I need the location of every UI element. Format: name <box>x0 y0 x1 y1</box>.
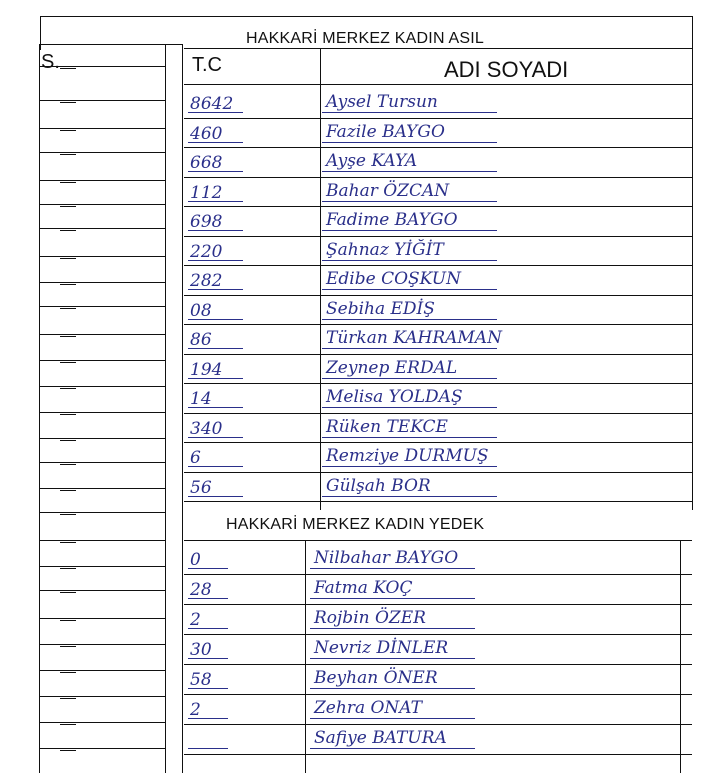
grid-line <box>184 501 692 502</box>
tick-mark <box>60 620 76 621</box>
underline <box>322 142 497 143</box>
asil-name-cell: Ayşe KAYA <box>326 151 418 171</box>
underline <box>188 171 243 172</box>
asil-tc-cell: 112 <box>190 182 223 203</box>
underline <box>188 348 243 349</box>
grid-line <box>184 354 692 355</box>
grid-line <box>40 306 166 307</box>
grid-line <box>184 754 692 755</box>
asil-name-cell: Fadime BAYGO <box>326 210 458 230</box>
grid-line <box>40 204 166 205</box>
grid-line <box>184 177 692 178</box>
tick-mark <box>60 646 76 647</box>
asil-tc-cell: 220 <box>190 241 223 262</box>
asil-tc-cell: 340 <box>190 418 223 439</box>
asil-name-cell: Bahar ÖZCAN <box>326 180 450 201</box>
underline <box>188 260 243 261</box>
grid-line <box>184 413 692 414</box>
tick-mark <box>60 336 76 337</box>
underline <box>188 628 228 629</box>
grid-line <box>40 540 166 541</box>
underline <box>322 230 497 231</box>
grid-line <box>40 412 166 413</box>
tick-mark <box>60 308 76 309</box>
underline <box>188 378 243 379</box>
grid-line <box>40 16 41 50</box>
grid-line <box>40 100 166 101</box>
asil-tc-cell: 194 <box>190 359 223 380</box>
tick-mark <box>60 258 76 259</box>
grid-line <box>40 722 166 723</box>
tick-mark <box>60 182 76 183</box>
grid-line <box>40 748 166 749</box>
grid-line <box>184 634 692 635</box>
underline <box>322 201 497 202</box>
underline <box>188 112 243 113</box>
grid-line <box>40 334 166 335</box>
yedek-name-cell: Nevriz DİNLER <box>314 638 449 658</box>
asil-name-cell: Gülşah BOR <box>326 475 431 496</box>
yedek-tc-cell: 28 <box>190 580 212 600</box>
underline <box>188 568 228 569</box>
grid-line <box>680 540 681 773</box>
grid-line <box>40 696 166 697</box>
yedek-name-cell: Zehra ONAT <box>314 698 422 718</box>
asil-tc-cell: 698 <box>190 212 223 232</box>
asil-name-cell: Fazile BAYGO <box>326 121 445 142</box>
yedek-title: HAKKARİ MERKEZ KADIN YEDEK <box>226 516 485 533</box>
grid-line <box>184 574 692 575</box>
asil-name-cell: Aysel Tursun <box>326 92 438 112</box>
underline <box>310 748 475 749</box>
grid-line <box>40 152 166 153</box>
underline <box>188 201 243 202</box>
underline <box>188 407 243 408</box>
underline <box>188 289 243 290</box>
grid-line <box>40 228 166 229</box>
grid-line <box>40 386 166 387</box>
tick-mark <box>60 514 76 515</box>
asil-tc-cell: 86 <box>190 330 212 350</box>
tick-mark <box>60 154 76 155</box>
tick-mark <box>60 672 76 673</box>
yedek-tc-cell: 58 <box>190 670 212 690</box>
grid-line <box>184 265 692 266</box>
underline <box>322 112 497 113</box>
underline <box>188 688 228 689</box>
grid-line <box>40 16 692 17</box>
tick-mark <box>60 724 76 725</box>
grid-line <box>40 512 166 513</box>
grid-line <box>40 128 166 129</box>
underline <box>188 748 228 749</box>
asil-tc-cell: 56 <box>190 477 212 498</box>
tick-mark <box>60 464 76 465</box>
underline <box>322 407 497 408</box>
grid-line <box>184 604 692 605</box>
grid-line <box>39 44 40 773</box>
tick-mark <box>60 130 76 131</box>
tick-mark <box>60 698 76 699</box>
underline <box>188 466 243 467</box>
column-header-name: ADI SOYADI <box>444 57 569 82</box>
tick-mark <box>60 592 76 593</box>
grid-line <box>40 670 166 671</box>
underline <box>322 348 497 349</box>
asil-title: HAKKARİ MERKEZ KADIN ASIL <box>246 30 484 47</box>
underline <box>188 319 243 320</box>
underline <box>322 260 497 261</box>
asil-name-cell: Remziye DURMUŞ <box>326 446 489 466</box>
underline <box>322 289 497 290</box>
asil-name-cell: Zeynep ERDAL <box>326 357 458 378</box>
grid-line <box>320 84 321 510</box>
yedek-name-cell: Safiye BATURA <box>314 728 447 748</box>
grid-line <box>184 442 692 443</box>
grid-line <box>184 84 692 85</box>
grid-line <box>40 462 166 463</box>
yedek-tc-cell: 0 <box>190 550 201 570</box>
grid-line <box>184 664 692 665</box>
grid-line <box>40 44 182 45</box>
asil-tc-cell: 14 <box>190 389 212 409</box>
asil-name-cell: Sebiha EDİŞ <box>326 298 435 319</box>
underline <box>322 319 497 320</box>
yedek-name-cell: Beyhan ÖNER <box>314 668 438 688</box>
tick-mark <box>60 284 76 285</box>
yedek-name-cell: Nilbahar BAYGO <box>314 548 459 568</box>
underline <box>310 628 475 629</box>
grid-line <box>305 540 306 773</box>
asil-tc-cell: 460 <box>190 123 223 144</box>
yedek-tc-cell: 30 <box>190 640 212 660</box>
asil-name-cell: Edibe COŞKUN <box>326 269 461 289</box>
asil-name-cell: Şahnaz YİĞİT <box>326 239 444 260</box>
underline <box>188 437 243 438</box>
underline <box>188 658 228 659</box>
grid-line <box>40 180 166 181</box>
grid-line <box>40 644 166 645</box>
underline <box>322 378 497 379</box>
asil-tc-cell: 8642 <box>190 94 234 114</box>
tick-mark <box>60 206 76 207</box>
tick-mark <box>60 230 76 231</box>
tick-mark <box>60 102 76 103</box>
underline <box>322 466 497 467</box>
tick-mark <box>60 68 76 69</box>
column-header-tc: T.C <box>192 54 222 76</box>
underline <box>310 568 475 569</box>
underline <box>188 598 228 599</box>
underline <box>188 496 243 497</box>
column-header-s: S. <box>41 51 60 73</box>
tick-mark <box>60 490 76 491</box>
grid-line <box>40 438 166 439</box>
underline <box>310 688 475 689</box>
grid-line <box>40 360 166 361</box>
underline <box>188 718 228 719</box>
underline <box>310 598 475 599</box>
grid-line <box>184 324 692 325</box>
tick-mark <box>60 542 76 543</box>
underline <box>322 496 497 497</box>
grid-line <box>692 16 693 510</box>
tick-mark <box>60 362 76 363</box>
grid-line <box>320 48 321 95</box>
grid-line <box>40 618 166 619</box>
underline <box>310 718 475 719</box>
grid-line <box>184 383 692 384</box>
grid-line <box>184 118 692 119</box>
yedek-name-cell: Fatma KOÇ <box>314 578 413 598</box>
grid-line <box>184 147 692 148</box>
grid-line <box>182 44 183 773</box>
asil-name-cell: Rüken TEKCE <box>326 416 448 437</box>
underline <box>188 230 243 231</box>
asil-tc-cell: 282 <box>190 271 223 291</box>
grid-line <box>184 540 692 541</box>
yedek-name-cell: Rojbin ÖZER <box>314 608 426 628</box>
grid-line <box>184 206 692 207</box>
tick-mark <box>60 568 76 569</box>
tick-mark <box>60 414 76 415</box>
asil-name-cell: Melisa YOLDAŞ <box>326 387 463 407</box>
grid-line <box>40 282 166 283</box>
underline <box>310 658 475 659</box>
asil-tc-cell: 668 <box>190 153 223 173</box>
asil-name-cell: Türkan KAHRAMAN <box>326 328 502 348</box>
underline <box>322 437 497 438</box>
grid-line <box>40 566 166 567</box>
grid-line <box>184 48 692 49</box>
grid-line <box>40 488 166 489</box>
yedek-tc-cell: 2 <box>190 610 201 630</box>
grid-line <box>165 45 166 773</box>
grid-line <box>184 295 692 296</box>
tick-mark <box>60 440 76 441</box>
asil-tc-cell: 6 <box>190 448 201 468</box>
tick-mark <box>60 388 76 389</box>
grid-line <box>184 724 692 725</box>
grid-line <box>40 256 166 257</box>
underline <box>322 171 497 172</box>
grid-line <box>184 472 692 473</box>
underline <box>188 142 243 143</box>
grid-line <box>184 694 692 695</box>
grid-line <box>184 236 692 237</box>
yedek-tc-cell: 2 <box>190 700 201 720</box>
asil-tc-cell: 08 <box>190 300 212 321</box>
grid-line <box>40 590 166 591</box>
tick-mark <box>60 750 76 751</box>
